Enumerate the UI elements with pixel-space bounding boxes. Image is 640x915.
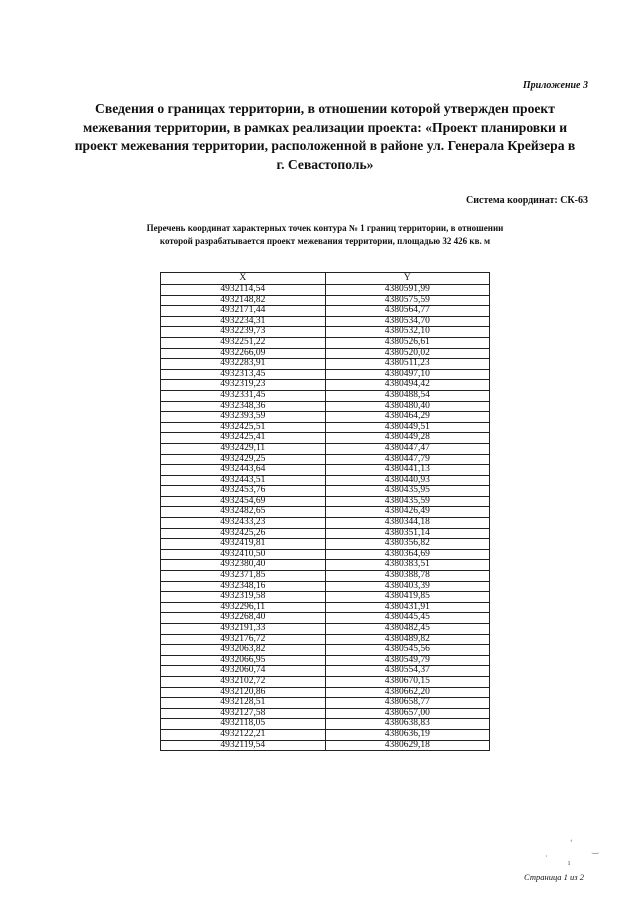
cell-x: 4932348,36 (161, 401, 326, 412)
document-title: Сведения о границах территории, в отношении которой утвержден проект межевания территории, в рамках реализации проекта: «Проект планировки и проект межевания территории, расположенной в районе ул. Генерала Крейзера в г. Севастополь» (74, 101, 576, 172)
table-row (161, 337, 490, 348)
cell-y: 4380447,47 (325, 443, 490, 454)
cell-x: 4932063,82 (161, 645, 326, 656)
cell-y: 4380636,19 (325, 729, 490, 740)
table-row (161, 306, 490, 317)
cell-y: 4380638,83 (325, 719, 490, 730)
cell-y: 4380554,37 (325, 666, 490, 677)
cell-y: 4380344,18 (325, 518, 490, 529)
table-row (161, 687, 490, 698)
table-row (161, 327, 490, 338)
cell-x: 4932319,58 (161, 592, 326, 603)
cell-x: 4932122,21 (161, 729, 326, 740)
cell-x: 4932171,44 (161, 306, 326, 317)
table-row (161, 475, 490, 486)
cell-y: 4380445,45 (325, 613, 490, 624)
cell-x: 4932429,11 (161, 443, 326, 454)
cell-y: 4380497,10 (325, 369, 490, 380)
scan-mark: ‘ (570, 838, 573, 847)
cell-x: 4932118,05 (161, 719, 326, 730)
cell-x: 4932296,11 (161, 602, 326, 613)
cell-y: 4380575,59 (325, 295, 490, 306)
cell-x: 4932371,85 (161, 571, 326, 582)
table-row (161, 676, 490, 687)
cell-y: 4380356,82 (325, 539, 490, 550)
table-row (161, 634, 490, 645)
table-body (161, 285, 490, 751)
cell-y: 4380532,10 (325, 327, 490, 338)
coordinate-system-label: Система координат: СК-63 (466, 195, 588, 206)
table-row (161, 422, 490, 433)
cell-y: 4380426,49 (325, 507, 490, 518)
table-row (161, 602, 490, 613)
cell-y: 4380449,28 (325, 433, 490, 444)
cell-x: 4932102,72 (161, 676, 326, 687)
cell-x: 4932454,69 (161, 496, 326, 507)
cell-y: 4380545,56 (325, 645, 490, 656)
cell-y: 4380403,39 (325, 581, 490, 592)
table-row (161, 740, 490, 751)
cell-x: 4932319,23 (161, 380, 326, 391)
appendix-label: Приложение 3 (522, 80, 588, 91)
cell-x: 4932453,76 (161, 486, 326, 497)
cell-x: 4932331,45 (161, 390, 326, 401)
cell-y: 4380419,85 (325, 592, 490, 603)
scan-mark: ‿ (592, 845, 599, 854)
cell-y: 4380658,77 (325, 698, 490, 709)
table-row (161, 528, 490, 539)
cell-y: 4380629,18 (325, 740, 490, 751)
cell-y: 4380435,59 (325, 496, 490, 507)
page-number: Страница 1 из 2 (524, 872, 584, 882)
table-row (161, 454, 490, 465)
cell-y: 4380534,70 (325, 316, 490, 327)
table-row (161, 369, 490, 380)
table-row (161, 708, 490, 719)
cell-y: 4380480,40 (325, 401, 490, 412)
cell-x: 4932234,31 (161, 316, 326, 327)
cell-y: 4380549,79 (325, 655, 490, 666)
column-header-y: Y (325, 273, 490, 285)
table-row (161, 380, 490, 391)
table-row (161, 401, 490, 412)
table-row (161, 496, 490, 507)
table-row (161, 645, 490, 656)
cell-x: 4932393,59 (161, 412, 326, 423)
cell-x: 4932114,54 (161, 285, 326, 296)
cell-x: 4932191,33 (161, 624, 326, 635)
cell-x: 4932348,16 (161, 581, 326, 592)
table-row (161, 571, 490, 582)
cell-x: 4932410,50 (161, 549, 326, 560)
coordinates-table (160, 272, 490, 751)
table-row (161, 729, 490, 740)
cell-x: 4932120,86 (161, 687, 326, 698)
table-row (161, 698, 490, 709)
cell-x: 4932148,82 (161, 295, 326, 306)
table-caption: Перечень координат характерных точек контура № 1 границ территории, в отношении которой разрабатывается проект межевания территории, площадью 32 426 кв. м (146, 223, 504, 246)
cell-y: 4380670,15 (325, 676, 490, 687)
cell-y: 4380383,51 (325, 560, 490, 571)
table-row (161, 486, 490, 497)
table-row (161, 359, 490, 370)
table-row (161, 412, 490, 423)
cell-x: 4932127,58 (161, 708, 326, 719)
cell-y: 4380520,02 (325, 348, 490, 359)
scan-mark: · (545, 852, 548, 861)
cell-x: 4932425,51 (161, 422, 326, 433)
cell-y: 4380440,93 (325, 475, 490, 486)
table-row (161, 560, 490, 571)
table-row (161, 539, 490, 550)
cell-x: 4932419,81 (161, 539, 326, 550)
cell-y: 4380482,45 (325, 624, 490, 635)
cell-y: 4380488,54 (325, 390, 490, 401)
table-row (161, 433, 490, 444)
cell-y: 4380364,69 (325, 549, 490, 560)
cell-x: 4932066,95 (161, 655, 326, 666)
cell-y: 4380489,82 (325, 634, 490, 645)
cell-x: 4932443,64 (161, 465, 326, 476)
cell-x: 4932380,40 (161, 560, 326, 571)
cell-y: 4380526,61 (325, 337, 490, 348)
table-row (161, 518, 490, 529)
cell-x: 4932425,41 (161, 433, 326, 444)
table-row (161, 348, 490, 359)
cell-y: 4380662,20 (325, 687, 490, 698)
table-row (161, 316, 490, 327)
table-row (161, 655, 490, 666)
cell-y: 4380441,13 (325, 465, 490, 476)
table-row (161, 592, 490, 603)
cell-x: 4932425,26 (161, 528, 326, 539)
cell-x: 4932119,54 (161, 740, 326, 751)
cell-x: 4932429,25 (161, 454, 326, 465)
table-row (161, 390, 490, 401)
table-row (161, 666, 490, 677)
cell-y: 4380351,14 (325, 528, 490, 539)
table-header-row (161, 273, 490, 285)
table-row (161, 465, 490, 476)
table-row (161, 285, 490, 296)
cell-y: 4380511,23 (325, 359, 490, 370)
cell-y: 4380388,78 (325, 571, 490, 582)
cell-y: 4380657,00 (325, 708, 490, 719)
column-header-x: X (161, 273, 326, 285)
table-row (161, 719, 490, 730)
cell-y: 4380449,51 (325, 422, 490, 433)
table-row (161, 549, 490, 560)
cell-x: 4932239,73 (161, 327, 326, 338)
table-row (161, 507, 490, 518)
cell-x: 4932176,72 (161, 634, 326, 645)
cell-x: 4932482,65 (161, 507, 326, 518)
cell-y: 4380564,77 (325, 306, 490, 317)
table-row (161, 443, 490, 454)
table-row (161, 624, 490, 635)
cell-x: 4932313,45 (161, 369, 326, 380)
table-header (161, 273, 490, 285)
cell-y: 4380494,42 (325, 380, 490, 391)
cell-x: 4932266,09 (161, 348, 326, 359)
cell-y: 4380464,29 (325, 412, 490, 423)
cell-y: 4380447,79 (325, 454, 490, 465)
table-row (161, 295, 490, 306)
cell-x: 4932268,40 (161, 613, 326, 624)
scan-mark: ı (568, 858, 571, 867)
cell-x: 4932283,91 (161, 359, 326, 370)
cell-y: 4380431,91 (325, 602, 490, 613)
table-row (161, 581, 490, 592)
cell-x: 4932060,74 (161, 666, 326, 677)
cell-x: 4932433,23 (161, 518, 326, 529)
cell-x: 4932128,51 (161, 698, 326, 709)
cell-x: 4932251,22 (161, 337, 326, 348)
cell-x: 4932443,51 (161, 475, 326, 486)
cell-y: 4380435,95 (325, 486, 490, 497)
cell-y: 4380591,99 (325, 285, 490, 296)
table-row (161, 613, 490, 624)
